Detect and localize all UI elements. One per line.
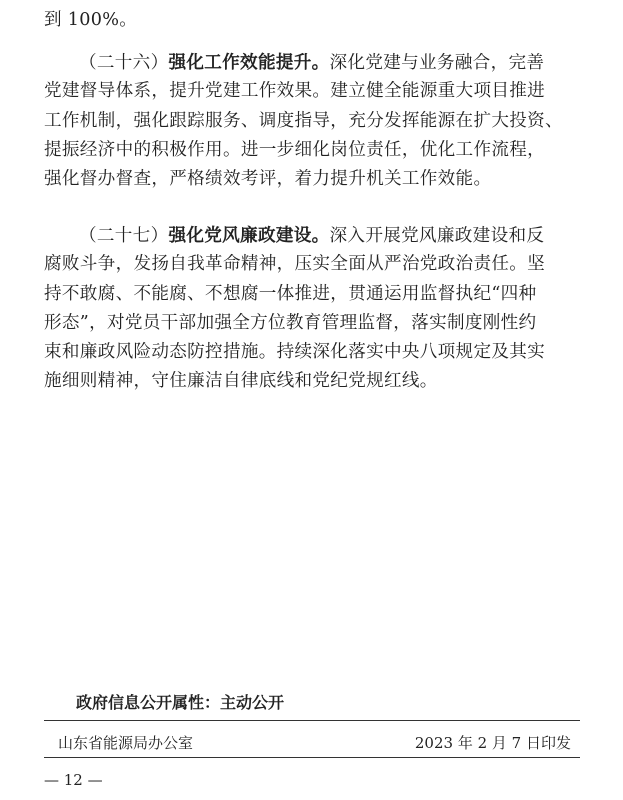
page-number: — 12 — [44,771,103,789]
text-line: 形态”，对党员干部加强全方位教育管理监督，落实制度刚性约 [44,312,537,333]
text-line: 施细则精神，守住廉洁自律底线和党纪党规红线。 [44,371,438,392]
section-heading: 强化工作效能提升。 [168,52,330,73]
text-line: 党建督导体系，提升党建工作效果。建立健全能源重大项目推进 [44,81,546,102]
text-line [44,221,580,250]
paragraph-26 [44,48,580,194]
text-line: 到 100%。 [44,10,138,30]
text-line: 束和廉政风险动态防控措施。持续深化落实中央八项规定及其实 [44,342,546,363]
text-run: 深入开展党风廉政建设和反 [329,226,545,246]
text-line: 强化督办督查，严格绩效考评，着力提升机关工作效能。 [44,169,492,190]
text-run: 深化党建与业务融合，完善 [329,53,545,73]
footer-rule-bottom [44,757,580,758]
section-marker: （二十六） [79,53,169,73]
issuing-office: 山东省能源局办公室 [58,734,194,752]
footer-rule-top [44,720,580,721]
issue-date: 2023 年 2 月 7 日印发 [414,734,571,752]
paragraph-continuation [44,6,580,35]
text-line [44,48,580,77]
text-line: 腐败斗争，发扬自我革命精神，压实全面从严治党政治责任。坚 [44,254,546,275]
disclosure-attribute: 政府信息公开属性：主动公开 [76,693,285,712]
section-marker: （二十七） [79,226,169,246]
section-heading: 强化党风廉政建设。 [168,225,330,246]
text-line: 提振经济中的积极作用。进一步细化岗位责任，优化工作流程， [44,139,546,160]
paragraph-27 [44,221,580,397]
text-line: 持不敢腐、不能腐、不想腐一体推进，贯通运用监督执纪“四种 [44,283,537,304]
text-line: 工作机制，强化跟踪服务、调度指导，充分发挥能源在扩大投资、 [44,110,563,131]
